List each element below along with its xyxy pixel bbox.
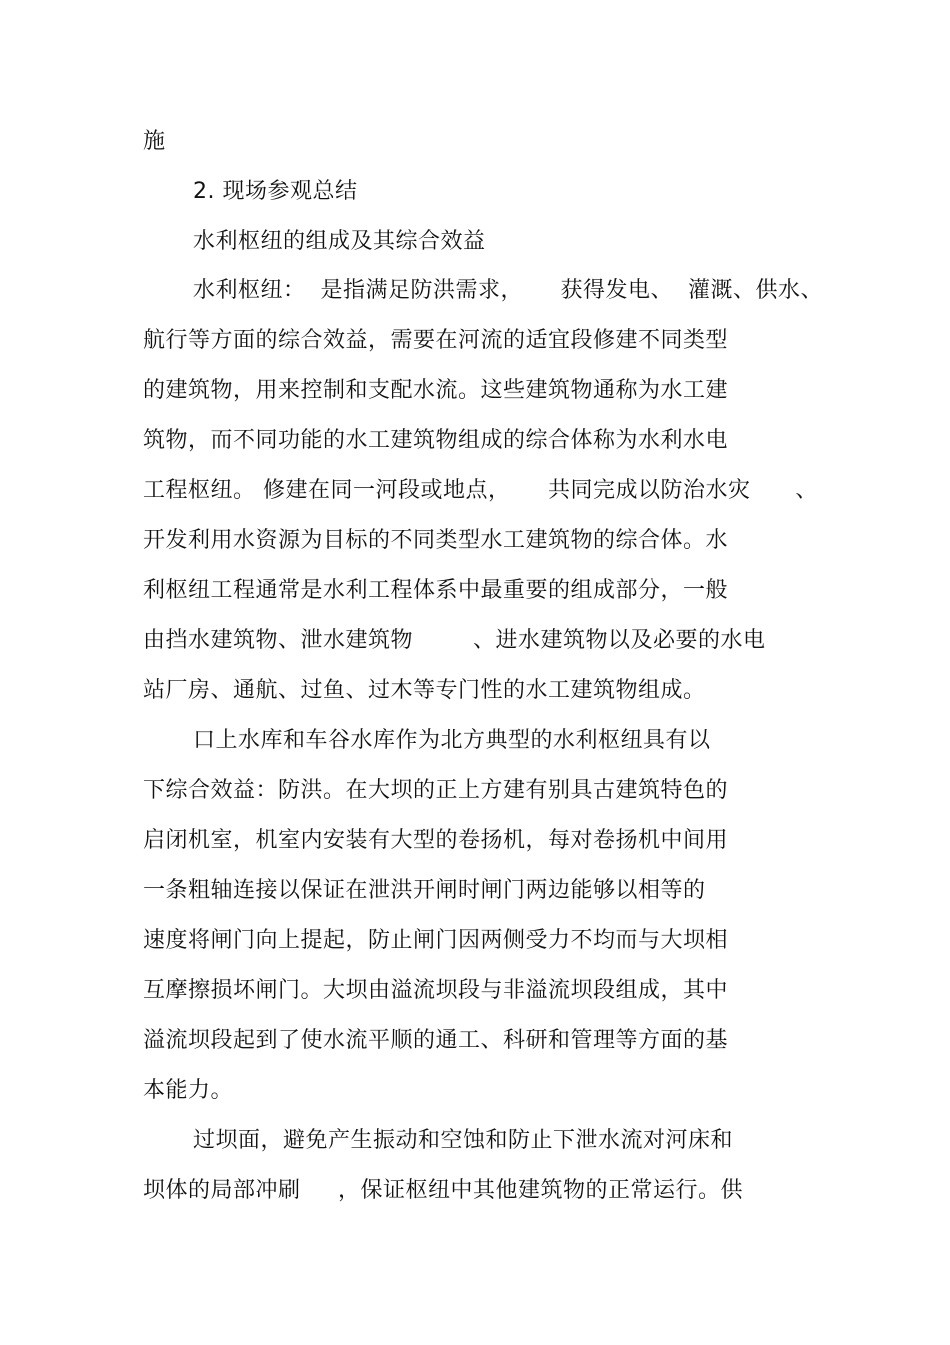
paragraph-line: 过坝面，避免产生振动和空蚀和防止下泄水流对河床和 bbox=[193, 1128, 734, 1153]
paragraph-line: 开发利用水资源为目标的不同类型水工建筑物的综合体。水 bbox=[143, 528, 729, 553]
subsection-heading: 水利枢纽的组成及其综合效益 bbox=[193, 229, 486, 254]
paragraph-line: 一条粗轴连接以保证在泄洪开闸时闸门两边能够以相等的 bbox=[143, 878, 706, 903]
paragraph-line: 水利枢纽： 是指满足防洪需求， 获得发电、 灌溉、供水、 bbox=[193, 278, 823, 303]
section-heading: 2. 现场参观总结 bbox=[193, 179, 358, 204]
paragraph-line: 的建筑物，用来控制和支配水流。这些建筑物通称为水工建 bbox=[143, 378, 729, 403]
paragraph-line: 航行等方面的综合效益，需要在河流的适宜段修建不同类型 bbox=[143, 328, 729, 353]
paragraph-line: 利枢纽工程通常是水利工程体系中最重要的组成部分，一般 bbox=[143, 578, 729, 603]
text-line: 施 bbox=[143, 129, 166, 154]
paragraph-line: 工程枢纽。 修建在同一河段或地点， 共同完成以防治水灾 、 bbox=[143, 478, 818, 503]
paragraph-line: 启闭机室，机室内安装有大型的卷扬机，每对卷扬机中间用 bbox=[143, 828, 729, 853]
paragraph-line: 下综合效益：防洪。在大坝的正上方建有别具古建筑特色的 bbox=[143, 778, 729, 803]
paragraph-line: 由挡水建筑物、泄水建筑物 、进水建筑物以及必要的水电 bbox=[143, 628, 766, 653]
paragraph-line: 坝体的局部冲刷 ，保证枢纽中其他建筑物的正常运行。供 bbox=[143, 1178, 743, 1203]
paragraph-line: 站厂房、通航、过鱼、过木等专门性的水工建筑物组成。 bbox=[143, 678, 706, 703]
paragraph-line: 口上水库和车谷水库作为北方典型的水利枢纽具有以 bbox=[193, 728, 711, 753]
paragraph-line: 本能力。 bbox=[143, 1078, 234, 1103]
paragraph-line: 筑物，而不同功能的水工建筑物组成的综合体称为水利水电 bbox=[143, 428, 729, 453]
paragraph-line: 互摩擦损坏闸门。大坝由溢流坝段与非溢流坝段组成，其中 bbox=[143, 978, 729, 1003]
paragraph-line: 速度将闸门向上提起，防止闸门因两侧受力不均而与大坝相 bbox=[143, 928, 729, 953]
paragraph-line: 溢流坝段起到了使水流平顺的通工、科研和管理等方面的基 bbox=[143, 1028, 729, 1053]
